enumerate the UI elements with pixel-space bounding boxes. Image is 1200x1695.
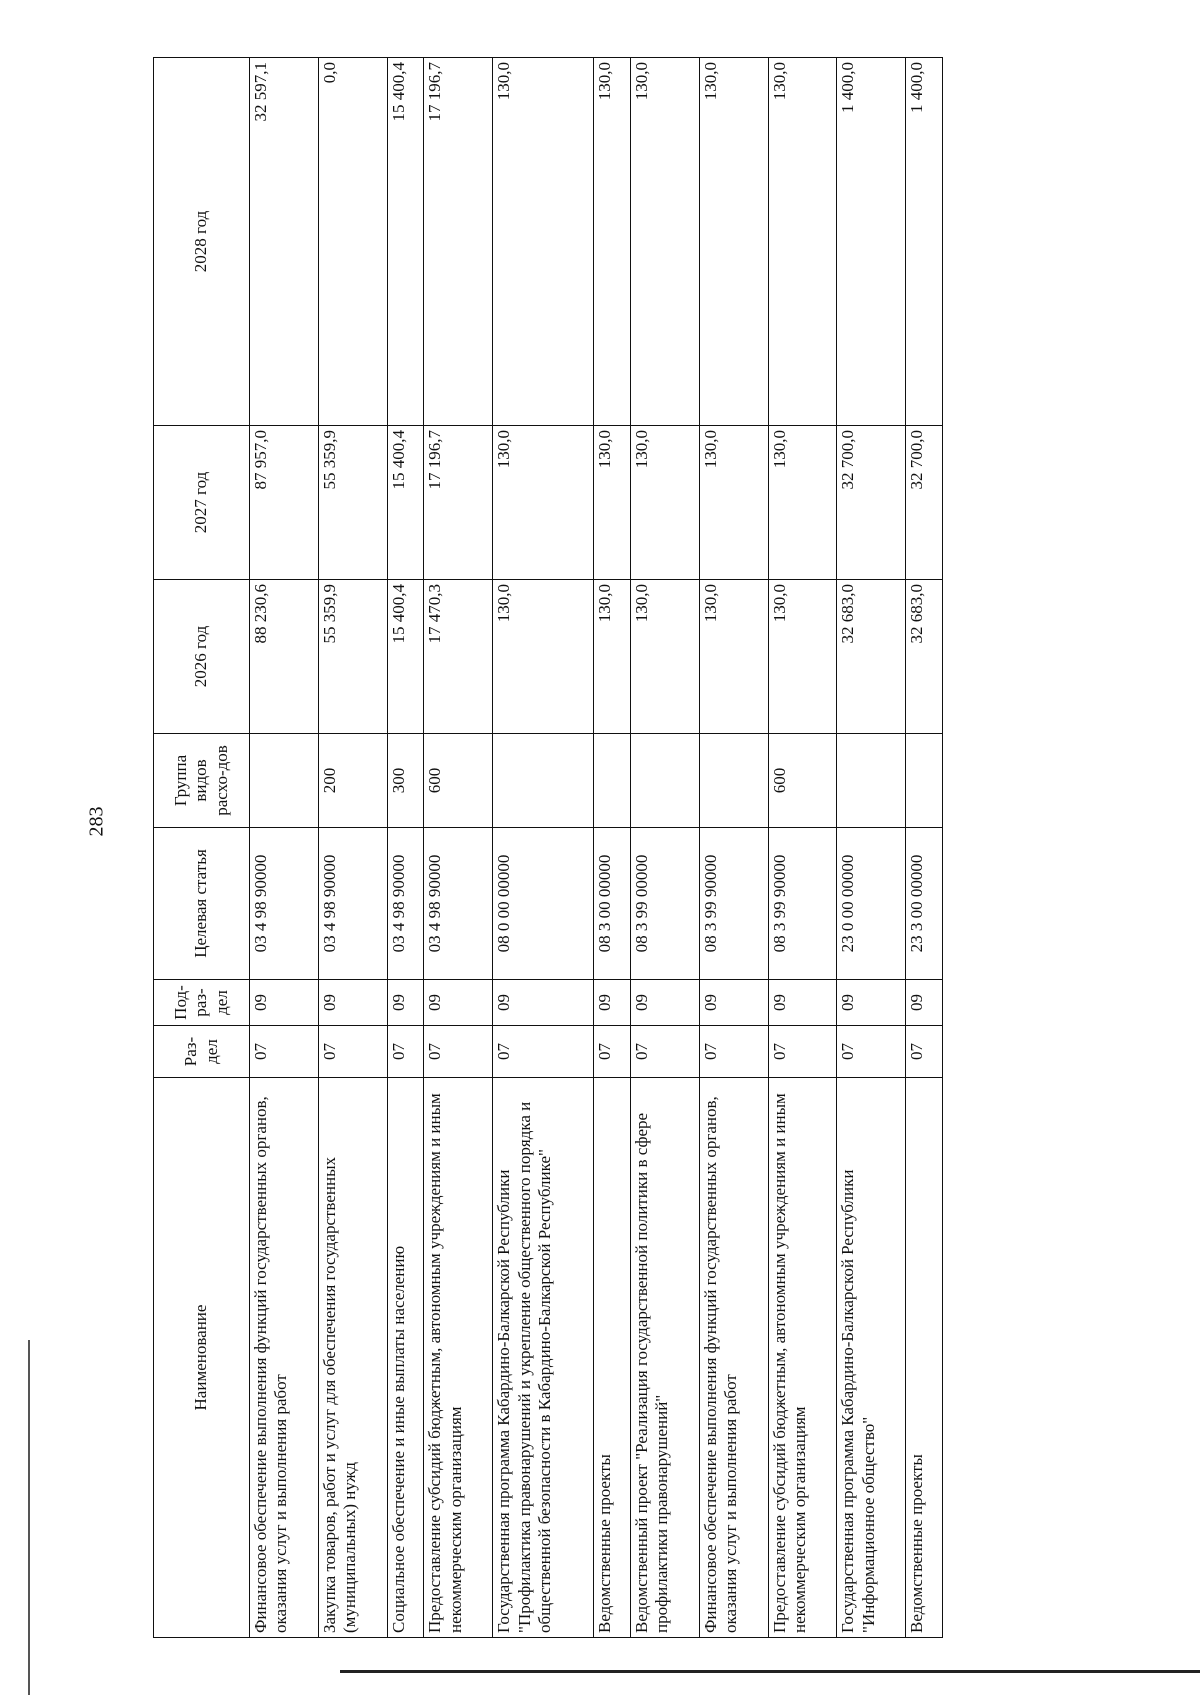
header-2028: 2028 год (154, 58, 250, 426)
cell-y2027: 130,0 (768, 426, 837, 580)
cell-y2027: 15 400,4 (387, 426, 424, 580)
cell-razdel: 07 (906, 1026, 943, 1078)
cell-group: 200 (318, 734, 387, 828)
cell-group (837, 734, 906, 828)
header-2027: 2027 год (154, 426, 250, 580)
cell-target: 03 4 98 90000 (424, 828, 493, 980)
cell-name: Финансовое обеспечение выполнения функций государственных органов, оказания услуг и выполнения работ (699, 1078, 768, 1638)
cell-target: 08 0 00 00000 (493, 828, 594, 980)
cell-target: 03 4 98 90000 (387, 828, 424, 980)
cell-y2027: 130,0 (699, 426, 768, 580)
cell-target: 03 4 98 90000 (250, 828, 319, 980)
cell-y2028: 1 400,0 (837, 58, 906, 426)
cell-podrazdel: 09 (250, 980, 319, 1026)
cell-target: 03 4 98 90000 (318, 828, 387, 980)
cell-target: 23 3 00 00000 (906, 828, 943, 980)
cell-razdel: 07 (493, 1026, 594, 1078)
cell-razdel: 07 (699, 1026, 768, 1078)
cell-y2028: 130,0 (768, 58, 837, 426)
table-container (153, 58, 943, 1638)
table-row (424, 58, 493, 1638)
cell-group: 600 (768, 734, 837, 828)
cell-podrazdel: 09 (387, 980, 424, 1026)
cell-y2027: 130,0 (493, 426, 594, 580)
cell-target: 08 3 99 00000 (630, 828, 699, 980)
cell-podrazdel: 09 (630, 980, 699, 1026)
cell-name: Ведомственные проекты (594, 1078, 631, 1638)
cell-y2026: 130,0 (594, 580, 631, 734)
table-row (699, 58, 768, 1638)
cell-y2028: 130,0 (630, 58, 699, 426)
cell-podrazdel: 09 (318, 980, 387, 1026)
header-target: Целевая статья (154, 828, 250, 980)
cell-razdel: 07 (250, 1026, 319, 1078)
page-edge-rule (340, 1670, 1200, 1673)
table-row (250, 58, 319, 1638)
table-body (250, 58, 943, 1638)
cell-y2026: 88 230,6 (250, 580, 319, 734)
cell-name: Закупка товаров, работ и услуг для обеспечения государственных (муниципальных) нужд (318, 1078, 387, 1638)
cell-group (493, 734, 594, 828)
cell-target: 08 3 99 90000 (699, 828, 768, 980)
cell-razdel: 07 (768, 1026, 837, 1078)
cell-y2026: 32 683,0 (837, 580, 906, 734)
cell-y2026: 130,0 (768, 580, 837, 734)
cell-razdel: 07 (630, 1026, 699, 1078)
cell-y2028: 32 597,1 (250, 58, 319, 426)
cell-y2026: 130,0 (699, 580, 768, 734)
cell-podrazdel: 09 (837, 980, 906, 1026)
cell-name: Государственная программа Кабардино-Балкарской Республики "Профилактика правонарушений и укрепление общественного порядка и общественной безопасности в Кабардино-Балкарской Республике" (493, 1078, 594, 1638)
header-name: Наименование (154, 1078, 250, 1638)
cell-razdel: 07 (837, 1026, 906, 1078)
cell-y2026: 55 359,9 (318, 580, 387, 734)
cell-group: 300 (387, 734, 424, 828)
budget-table (153, 57, 943, 1638)
header-2026: 2026 год (154, 580, 250, 734)
cell-name: Ведомственные проекты (906, 1078, 943, 1638)
cell-group (906, 734, 943, 828)
cell-name: Финансовое обеспечение выполнения функций государственных органов, оказания услуг и выполнения работ (250, 1078, 319, 1638)
cell-y2027: 32 700,0 (906, 426, 943, 580)
cell-podrazdel: 09 (906, 980, 943, 1026)
cell-y2028: 130,0 (699, 58, 768, 426)
cell-y2028: 1 400,0 (906, 58, 943, 426)
cell-y2028: 130,0 (594, 58, 631, 426)
table-row (768, 58, 837, 1638)
cell-name: Ведомственный проект "Реализация государственной политики в сфере профилактики правонарушений" (630, 1078, 699, 1638)
cell-y2028: 130,0 (493, 58, 594, 426)
cell-y2026: 17 470,3 (424, 580, 493, 734)
cell-group (630, 734, 699, 828)
cell-podrazdel: 09 (594, 980, 631, 1026)
table-row (630, 58, 699, 1638)
cell-target: 08 3 99 90000 (768, 828, 837, 980)
cell-group: 600 (424, 734, 493, 828)
cell-name: Предоставление субсидий бюджетным, автономным учреждениям и иным некоммерческим организациям (768, 1078, 837, 1638)
binding-rule (28, 1340, 30, 1695)
header-group: Группа видов расхо-дов (154, 734, 250, 828)
cell-y2027: 17 196,7 (424, 426, 493, 580)
table-row (318, 58, 387, 1638)
cell-target: 08 3 00 00000 (594, 828, 631, 980)
cell-podrazdel: 09 (768, 980, 837, 1026)
cell-y2026: 32 683,0 (906, 580, 943, 734)
cell-razdel: 07 (387, 1026, 424, 1078)
cell-y2027: 32 700,0 (837, 426, 906, 580)
cell-y2027: 55 359,9 (318, 426, 387, 580)
cell-podrazdel: 09 (493, 980, 594, 1026)
cell-y2026: 15 400,4 (387, 580, 424, 734)
cell-y2028: 17 196,7 (424, 58, 493, 426)
cell-y2028: 15 400,4 (387, 58, 424, 426)
cell-y2028: 0,0 (318, 58, 387, 426)
table-header-row (154, 58, 250, 1638)
cell-y2027: 130,0 (594, 426, 631, 580)
cell-target: 23 0 00 00000 (837, 828, 906, 980)
cell-group (250, 734, 319, 828)
cell-y2026: 130,0 (630, 580, 699, 734)
cell-y2026: 130,0 (493, 580, 594, 734)
cell-name: Государственная программа Кабардино-Балкарской Республики "Информационное общество" (837, 1078, 906, 1638)
page-number: 283 (85, 806, 108, 837)
cell-razdel: 07 (594, 1026, 631, 1078)
cell-razdel: 07 (424, 1026, 493, 1078)
table-row (906, 58, 943, 1638)
cell-podrazdel: 09 (424, 980, 493, 1026)
cell-y2027: 87 957,0 (250, 426, 319, 580)
table-row (493, 58, 594, 1638)
table-row (837, 58, 906, 1638)
table-row (594, 58, 631, 1638)
cell-group (594, 734, 631, 828)
cell-y2027: 130,0 (630, 426, 699, 580)
cell-podrazdel: 09 (699, 980, 768, 1026)
cell-name: Предоставление субсидий бюджетным, автономным учреждениям и иным некоммерческим организациям (424, 1078, 493, 1638)
header-podrazdel: Под-раз-дел (154, 980, 250, 1026)
header-razdel: Раз-дел (154, 1026, 250, 1078)
cell-razdel: 07 (318, 1026, 387, 1078)
table-row (387, 58, 424, 1638)
cell-group (699, 734, 768, 828)
cell-name: Социальное обеспечение и иные выплаты населению (387, 1078, 424, 1638)
